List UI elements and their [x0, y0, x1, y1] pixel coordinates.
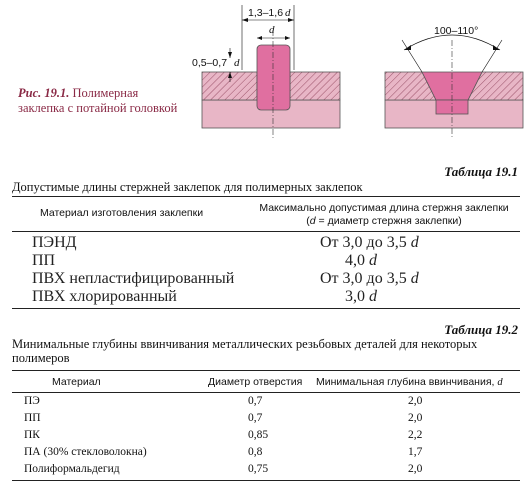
- table-19-1-header-material: Материал изготовления заклепки: [40, 207, 204, 219]
- table-19-2-row-4-diameter: 0,8: [248, 446, 263, 458]
- table-19-1-row-3-material: ПВХ непластифицированный: [32, 270, 235, 287]
- table-19-2-row-3-material: ПК: [24, 429, 40, 441]
- table-19-1-row-2-value: 4,0 d: [345, 252, 377, 269]
- table-19-2-row-4-depth: 1,7: [408, 446, 423, 458]
- dim-angle: 100–110°: [434, 25, 479, 37]
- table-19-1-title: Допустимые длины стержней заклепок для полимерных заклепок: [12, 180, 363, 194]
- table-19-2-header-material: Материал: [52, 376, 101, 388]
- table-19-2-row-4-material: ПА (30% стекловолокна): [24, 446, 147, 458]
- table-19-2-title-line1: Минимальные глубины ввинчивания металлических резьбовых деталей для некоторых: [12, 337, 478, 351]
- table-19-1-header-length: [248, 202, 520, 228]
- dim-head-height-var: d: [234, 57, 240, 69]
- dim-head-width-var: d: [285, 7, 291, 19]
- table-19-2-row-5-material: Полиформальдегид: [24, 463, 120, 475]
- table-19-2-header-depth: Минимальная глубина ввинчивания, d: [316, 376, 503, 388]
- dim-head-height: 0,5–0,7: [192, 57, 228, 69]
- table-19-2-row-2-depth: 2,0: [408, 412, 423, 424]
- figure-caption-text: Полимерная заклепка с потайной головкой: [18, 86, 178, 115]
- rivet-figure: [190, 0, 532, 140]
- table-19-2-row-1-material: ПЭ: [24, 395, 40, 407]
- rivet-shank: [257, 45, 290, 110]
- table-19-1-row-1-material: ПЭНД: [32, 234, 77, 251]
- table-19-2-title: [12, 337, 522, 365]
- left-upper-plate-right: [290, 72, 340, 100]
- dim-head-width: 1,3–1,6: [248, 7, 284, 19]
- table-19-2-row-5-depth: 2,0: [408, 463, 423, 475]
- table-19-1-row-4-value: 3,0 d: [345, 288, 377, 305]
- table-19-1-row-2-material: ПП: [32, 252, 56, 269]
- table-19-2-number: Таблица 19.2: [444, 322, 518, 337]
- figure-caption: [18, 86, 178, 116]
- table-19-2-row-5-diameter: 0,75: [248, 463, 269, 475]
- dim-shank: d: [269, 24, 275, 36]
- table-19-1-header-length-line1: Максимально допустимая длина стержня заклепки: [259, 202, 509, 214]
- table-19-1-row-3-value: От 3,0 до 3,5 d: [320, 270, 419, 287]
- figure-label: Рис. 19.1.: [18, 86, 70, 100]
- table-19-2-row-1-diameter: 0,7: [248, 395, 263, 407]
- table-19-2-row-3-diameter: 0,85: [248, 429, 269, 441]
- table-19-1-row-1-value: От 3,0 до 3,5 d: [320, 234, 419, 251]
- table-19-2-title-line2: полимеров: [12, 351, 70, 365]
- table-19-2-row-3-depth: 2,2: [408, 429, 423, 441]
- table-19-2-row-1-depth: 2,0: [408, 395, 423, 407]
- table-19-1-row-4-material: ПВХ хлорированный: [32, 288, 177, 305]
- table-19-2-row-2-material: ПП: [24, 412, 41, 424]
- table-19-1-number: Таблица 19.1: [444, 164, 518, 179]
- table-19-2-header-diameter: Диаметр отверстия: [208, 376, 303, 388]
- table-19-1-header-length-line2: (d = диаметр стержня заклепки): [306, 215, 462, 227]
- table-19-2-row-2-diameter: 0,7: [248, 412, 263, 424]
